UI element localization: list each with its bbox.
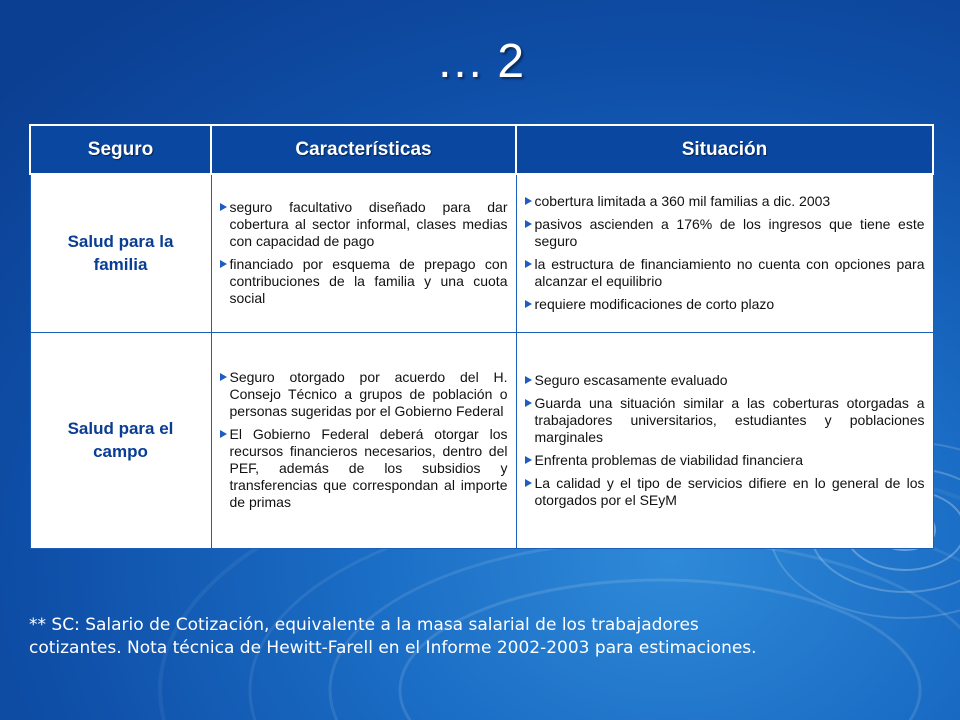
- characteristics-cell: [211, 332, 516, 549]
- arrow-bullet-icon: [220, 430, 227, 438]
- arrow-bullet-icon: [525, 399, 532, 407]
- characteristics-list: [220, 199, 508, 307]
- list-item: requiere modificaciones de corto plazo: [525, 296, 925, 313]
- characteristics-list: [220, 369, 508, 511]
- arrow-bullet-icon: [525, 300, 532, 308]
- list-item: financiado por esquema de prepago con contribuciones de la familia y una cuota social: [220, 256, 508, 307]
- situation-cell: [516, 174, 933, 332]
- segment-name: Salud para la familia: [30, 174, 211, 332]
- table-header-row: [30, 125, 933, 174]
- list-item: seguro facultativo diseñado para dar cobertura al sector informal, clases medias con capacidad de pago: [220, 199, 508, 250]
- list-item: Guarda una situación similar a las coberturas otorgadas a trabajadores universitarios, estudiantes y poblaciones marginales: [525, 395, 925, 446]
- header-situacion: Situación: [516, 125, 933, 174]
- arrow-bullet-icon: [220, 373, 227, 381]
- table-row: [30, 174, 933, 332]
- arrow-bullet-icon: [220, 260, 227, 268]
- list-item: Seguro otorgado por acuerdo del H. Consejo Técnico a grupos de población o personas sugeridas por el Gobierno Federal: [220, 369, 508, 420]
- slide-title: … 2: [435, 35, 525, 88]
- arrow-bullet-icon: [525, 456, 532, 464]
- situation-list: [525, 372, 925, 509]
- list-item: La calidad y el tipo de servicios difiere en lo general de los otorgados por el SEyM: [525, 475, 925, 509]
- table-row: [30, 332, 933, 549]
- arrow-bullet-icon: [525, 197, 532, 205]
- list-item: El Gobierno Federal deberá otorgar los recursos financieros necesarios, dentro del PEF, además de los subsidios y transferencias que correspondan al importe de primas: [220, 426, 508, 511]
- header-caracteristicas: Características: [211, 125, 516, 174]
- list-item: pasivos ascienden a 176% de los ingresos que tiene este seguro: [525, 216, 925, 250]
- segment-name: Salud para el campo: [30, 332, 211, 549]
- footnote: [29, 614, 789, 660]
- list-item: la estructura de financiamiento no cuenta con opciones para alcanzar el equilibrio: [525, 256, 925, 290]
- list-item: Seguro escasamente evaluado: [525, 372, 925, 389]
- list-item: Enfrenta problemas de viabilidad financiera: [525, 452, 925, 469]
- insurance-table: [29, 124, 934, 549]
- arrow-bullet-icon: [525, 479, 532, 487]
- situation-list: [525, 193, 925, 313]
- footnote-line: cotizantes. Nota técnica de Hewitt-Farell en el Informe 2002-2003 para estimaciones.: [29, 638, 757, 658]
- header-seguro: Seguro: [30, 125, 211, 174]
- list-item: cobertura limitada a 360 mil familias a dic. 2003: [525, 193, 925, 210]
- characteristics-cell: [211, 174, 516, 332]
- footnote-line: ** SC: Salario de Cotización, equivalente a la masa salarial de los trabajadores: [29, 615, 699, 635]
- arrow-bullet-icon: [525, 376, 532, 384]
- situation-cell: [516, 332, 933, 549]
- arrow-bullet-icon: [220, 203, 227, 211]
- arrow-bullet-icon: [525, 260, 532, 268]
- arrow-bullet-icon: [525, 220, 532, 228]
